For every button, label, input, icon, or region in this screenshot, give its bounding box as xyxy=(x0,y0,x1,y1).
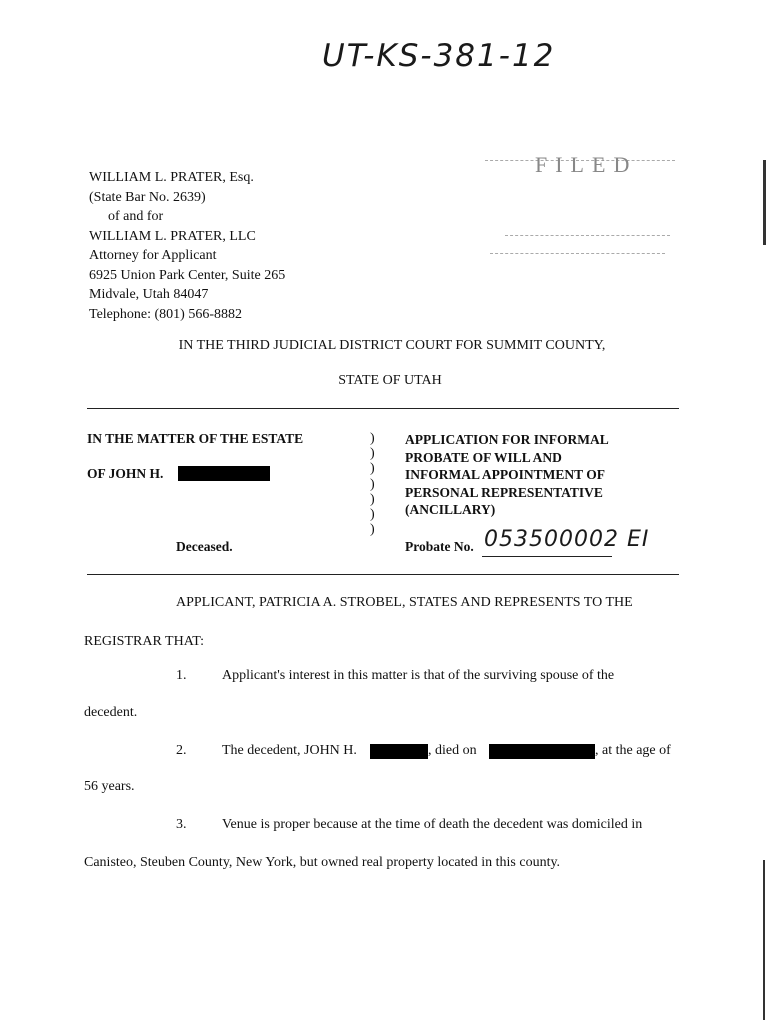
probate-number-handwritten: 053500002 EI xyxy=(484,527,650,552)
court-heading-line1: IN THE THIRD JUDICIAL DISTRICT COURT FOR SUMMIT COUNTY, xyxy=(178,338,606,353)
estate-matter-line2: OF JOHN H. xyxy=(87,466,164,481)
redaction-bar xyxy=(370,744,428,759)
attorney-line: Midvale, Utah 84047 xyxy=(89,287,209,302)
attorney-line: 6925 Union Park Center, Suite 265 xyxy=(89,267,286,283)
paren: ) xyxy=(370,446,375,462)
item-2-text-c: , at the age of xyxy=(595,743,671,758)
attorney-line: WILLIAM L. PRATER, Esq. xyxy=(89,170,254,185)
redaction-bar xyxy=(178,466,270,481)
probate-number-label: Probate No. xyxy=(405,539,474,554)
paren: ) xyxy=(370,507,375,523)
caption-rule-bottom xyxy=(87,574,679,575)
scan-edge-mark xyxy=(763,860,765,1020)
scan-edge-mark xyxy=(763,160,766,245)
item-number-2: 2. xyxy=(176,743,187,758)
item-number-3: 3. xyxy=(176,817,187,832)
application-title xyxy=(405,431,675,519)
title-line: INFORMAL APPOINTMENT OF xyxy=(405,467,606,482)
caption-parentheses xyxy=(370,431,375,537)
stamp-title: FILED xyxy=(535,152,638,177)
item-number-1: 1. xyxy=(176,668,187,683)
deceased-label: Deceased. xyxy=(176,539,233,554)
attorney-block xyxy=(89,168,285,324)
stamp-rule-bottom xyxy=(490,253,665,254)
item-1-line2: decedent. xyxy=(84,705,138,720)
intro-line1: APPLICANT, PATRICIA A. STROBEL, STATES AND REPRESENTS TO THE xyxy=(176,595,633,610)
paren: ) xyxy=(370,431,375,446)
filed-stamp xyxy=(485,150,680,275)
redaction-bar xyxy=(489,744,595,759)
attorney-line: WILLIAM L. PRATER, LLC xyxy=(89,228,256,244)
caption-rule-top xyxy=(87,408,679,409)
intro-line2: REGISTRAR THAT: xyxy=(84,634,204,649)
paren: ) xyxy=(370,491,375,507)
item-1-line1: Applicant's interest in this matter is that of the surviving spouse of the xyxy=(222,668,615,683)
item-3-line1: Venue is proper because at the time of death the decedent was domiciled in xyxy=(222,817,643,832)
paren: ) xyxy=(370,476,375,492)
item-2-line2: 56 years. xyxy=(84,779,135,794)
title-line: PROBATE OF WILL AND xyxy=(405,449,562,465)
attorney-line: Telephone: (801) 566-8882 xyxy=(89,306,242,322)
paren: ) xyxy=(370,461,375,477)
item-2-text-a: The decedent, JOHN H. xyxy=(222,743,357,758)
court-heading-line2: STATE OF UTAH xyxy=(338,373,442,388)
attorney-line: of and for xyxy=(108,209,164,224)
item-2-text-b: , died on xyxy=(428,743,477,758)
paren: ) xyxy=(370,522,375,538)
attorney-line: Attorney for Applicant xyxy=(89,248,217,263)
title-line: (ANCILLARY) xyxy=(405,502,496,517)
handwritten-case-number: UT-KS-381-12 xyxy=(322,38,556,74)
title-line: PERSONAL REPRESENTATIVE xyxy=(405,484,603,500)
title-line: APPLICATION FOR INFORMAL xyxy=(405,432,609,447)
probate-number-underline xyxy=(482,556,612,557)
item-3-line2: Canisteo, Steuben County, New York, but owned real property located in this county. xyxy=(84,855,561,870)
stamp-rule-mid xyxy=(505,235,670,236)
estate-matter-line1: IN THE MATTER OF THE ESTATE xyxy=(87,431,304,446)
attorney-line: (State Bar No. 2639) xyxy=(89,189,206,205)
